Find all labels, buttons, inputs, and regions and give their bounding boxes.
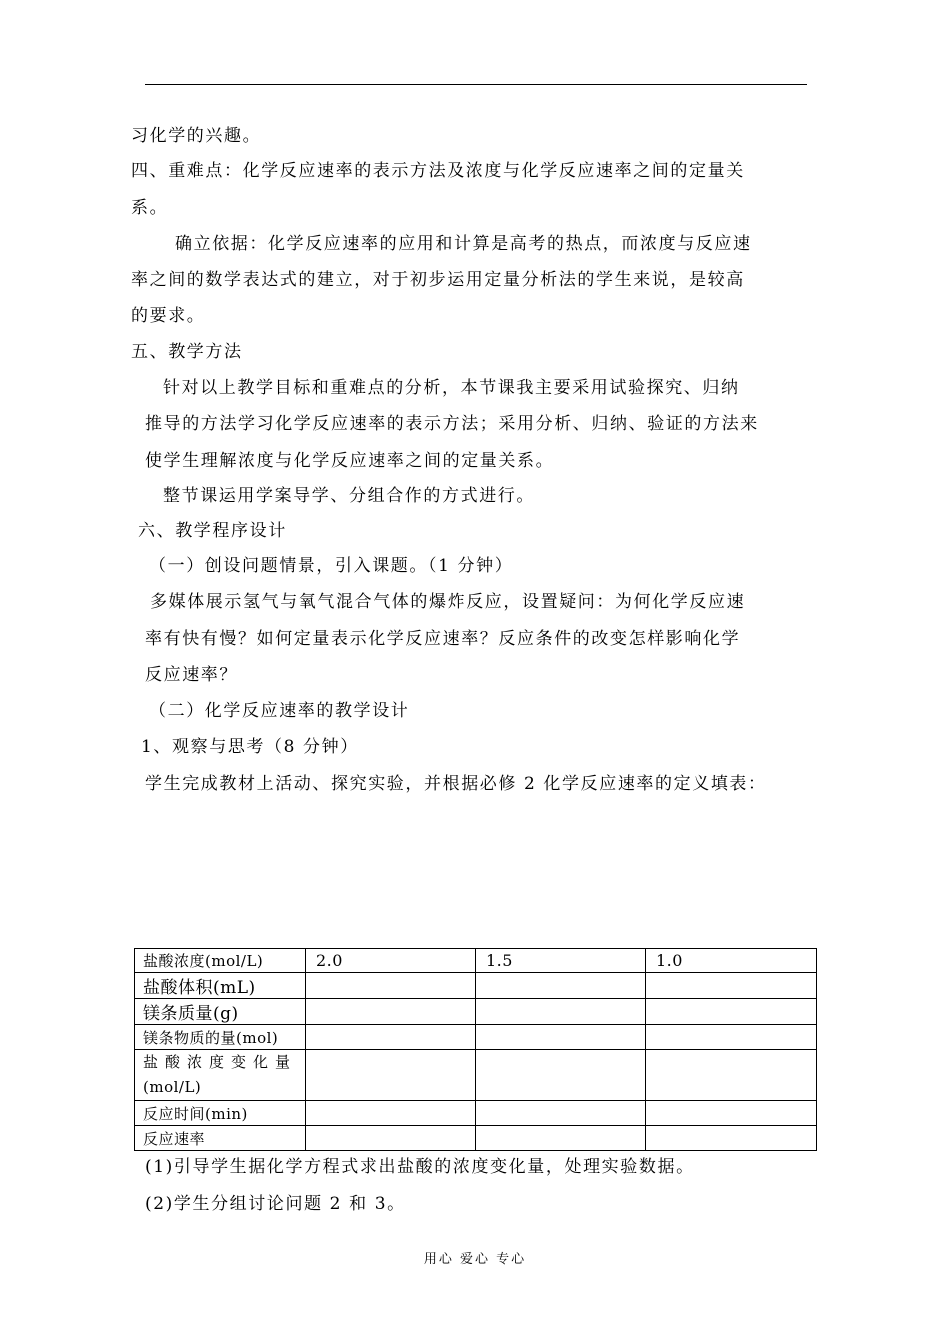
table-row — [135, 1050, 817, 1101]
table-cell — [135, 1050, 306, 1101]
table-cell: 反应速率 — [135, 1126, 306, 1151]
cell-label: 盐酸浓度变化量 — [143, 1053, 298, 1071]
page-footer: 用心 爱心 专心 — [423, 1252, 527, 1267]
table-cell: 1.0 — [646, 949, 817, 973]
paragraph-line: 的要求。 — [131, 306, 206, 326]
paragraph-line: 整节课运用学案导学、分组合作的方式进行。 — [163, 486, 535, 506]
table-cell — [646, 1025, 817, 1050]
subsection-heading: （二）化学反应速率的教学设计 — [149, 701, 410, 721]
table-row — [135, 999, 817, 1025]
table-cell — [476, 973, 646, 999]
paragraph-line: 针对以上教学目标和重难点的分析，本节课我主要采用试验探究、归纳 — [163, 378, 740, 398]
table-cell: 盐酸浓度(mol/L) — [135, 949, 306, 973]
table-cell — [646, 1126, 817, 1151]
section-heading-methods: 五、教学方法 — [131, 342, 243, 362]
table-cell — [476, 1126, 646, 1151]
table-cell: 反应时间(min) — [135, 1101, 306, 1126]
table-cell — [646, 973, 817, 999]
table-cell — [646, 999, 817, 1025]
table-cell: 镁条物质的量(mol) — [135, 1025, 306, 1050]
paragraph-line: 推导的方法学习化学反应速率的表示方法；采用分析、归纳、验证的方法来 — [145, 414, 759, 434]
paragraph-line: 反应速率？ — [145, 665, 238, 685]
table-cell — [476, 999, 646, 1025]
table-cell — [306, 1126, 476, 1151]
table-cell — [306, 1050, 476, 1101]
table-cell — [476, 1050, 646, 1101]
table-cell — [306, 973, 476, 999]
table-cell — [306, 1025, 476, 1050]
paragraph-line: 率有快有慢？如何定量表示化学反应速率？反应条件的改变怎样影响化学 — [145, 629, 741, 649]
table-cell: 1.5 — [476, 949, 646, 973]
step-heading: 1、观察与思考（8 分钟） — [141, 737, 359, 757]
data-table — [134, 948, 817, 1151]
section-heading-key-points: 四、重难点：化学反应速率的表示方法及浓度与化学反应速率之间的定量关 — [131, 161, 745, 181]
paragraph-line: (1)引导学生据化学方程式求出盐酸的浓度变化量，处理实验数据。 — [145, 1157, 695, 1177]
paragraph-line: 习化学的兴趣。 — [131, 126, 262, 146]
paragraph-line: 多媒体展示氢气与氧气混合气体的爆炸反应，设置疑问：为何化学反应速 — [150, 592, 746, 612]
table-row — [135, 973, 817, 999]
table-cell: 2.0 — [306, 949, 476, 973]
cell-unit: (mol/L) — [143, 1078, 202, 1096]
table-cell — [476, 1101, 646, 1126]
section-heading-procedure: 六、教学程序设计 — [138, 521, 287, 541]
table-cell — [306, 1101, 476, 1126]
paragraph-line: 确立依据：化学反应速率的应用和计算是高考的热点，而浓度与反应速 — [175, 234, 752, 254]
header-rule — [145, 84, 807, 85]
table-cell: 镁条质量(g) — [135, 999, 306, 1025]
subsection-heading: （一）创设问题情景，引入课题。（1 分钟） — [149, 556, 514, 576]
table-cell — [306, 999, 476, 1025]
table-cell — [646, 1101, 817, 1126]
table-cell — [646, 1050, 817, 1101]
paragraph-line: (2)学生分组讨论问题 2 和 3。 — [145, 1194, 406, 1214]
table-cell: 盐酸体积(mL) — [135, 973, 306, 999]
paragraph-line: 学生完成教材上活动、探究实验，并根据必修 2 化学反应速率的定义填表： — [145, 774, 767, 794]
table-row — [135, 949, 817, 973]
table-row — [135, 1101, 817, 1126]
paragraph-line: 使学生理解浓度与化学反应速率之间的定量关系。 — [145, 451, 555, 471]
table-cell — [476, 1025, 646, 1050]
paragraph-line: 率之间的数学表达式的建立，对于初步运用定量分析法的学生来说，是较高 — [131, 270, 745, 290]
table-row — [135, 1126, 817, 1151]
paragraph-line: 系。 — [131, 198, 169, 218]
table-row — [135, 1025, 817, 1050]
